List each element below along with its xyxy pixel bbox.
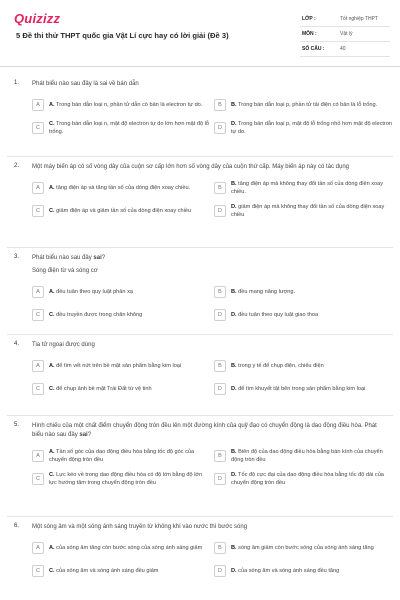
option-text: [49, 471, 210, 487]
option-key: D.: [231, 472, 237, 478]
answer-options: [32, 538, 392, 581]
meta-label: SỐ CÂU :: [302, 46, 325, 52]
answer-options: [32, 95, 392, 138]
option-label: Trong bán dẫn loại p, phần tử tải điện có bản là lỗ trống.: [238, 102, 378, 108]
option-letter: D: [214, 205, 226, 217]
option-label: Trong bán dẫn loại n, mật độ electron tự do lớn hơn mật độ lỗ trống.: [49, 121, 210, 135]
option-letter: C: [32, 205, 44, 217]
option-text: [231, 385, 365, 393]
option-text: [49, 207, 191, 215]
option-text: [49, 184, 190, 192]
answer-option-c[interactable]: [32, 379, 210, 399]
option-label: của sóng âm tăng còn bước sóng của sóng ánh sáng giảm: [56, 545, 203, 551]
option-label: để chụp ảnh bề mặt Trái Đất từ vệ tinh: [56, 386, 152, 392]
question-subtext: Sóng điện từ và sóng cơ: [32, 268, 98, 274]
meta-value: 40: [340, 46, 346, 52]
option-label: Biên độ của dao động điều hòa bằng bán kính của chuyển động tròn đều: [231, 449, 383, 463]
answer-option-a[interactable]: [32, 538, 210, 558]
option-text: [231, 567, 339, 575]
meta-row-class: [300, 12, 390, 27]
answer-option-a[interactable]: [32, 95, 210, 115]
quizizz-logo: Quizizz: [14, 11, 61, 26]
option-label: Tốc độ cực đại của dao động điều hòa bằng tốc độ dài của chuyển động tròn đều: [231, 472, 384, 486]
answer-option-b[interactable]: [214, 282, 392, 302]
answer-option-b[interactable]: [214, 95, 392, 115]
option-letter: D: [214, 383, 226, 395]
question-number: 5.: [14, 422, 20, 428]
option-text: [49, 448, 210, 464]
option-letter: B: [214, 182, 226, 194]
answer-option-a[interactable]: [32, 178, 210, 198]
option-letter: C: [32, 473, 44, 485]
option-label: của sóng âm và sóng ánh sáng đều giảm: [56, 568, 159, 574]
option-text: [49, 311, 142, 319]
meta-value: Tốt nghiệp THPT: [340, 16, 378, 22]
option-key: C.: [49, 208, 55, 214]
option-key: B.: [231, 449, 237, 455]
question-text: [32, 248, 387, 263]
option-label: đều tuân theo quy luật giao thoa: [238, 312, 319, 318]
option-key: D.: [231, 568, 237, 574]
option-letter: D: [214, 565, 226, 577]
option-text: [231, 101, 377, 109]
option-label: trong y tế để chụp điện, chiếu điện: [238, 363, 324, 369]
option-label: Trong bán dẫn loại n, phần tử dẫn có bản là electron tự do.: [56, 102, 203, 108]
option-text: [231, 544, 374, 552]
option-key: B.: [231, 181, 237, 187]
answer-option-a[interactable]: [32, 356, 210, 376]
question-2: [0, 157, 400, 247]
option-text: [49, 544, 202, 552]
option-text: [49, 385, 152, 393]
option-key: B.: [231, 289, 237, 295]
answer-options: [32, 178, 392, 221]
option-label: Trong bán dẫn loại p, mật độ lỗ trống nhỏ hơn mật độ electron tự do.: [231, 121, 393, 135]
question-text: Một máy biến áp có số vòng dây của cuộn sơ cấp lớn hơn số vòng dây của cuộn thứ cấp. Máy biến áp này có tác dụng: [32, 164, 350, 170]
question-6: [0, 517, 400, 591]
question-text-emphasis: sai: [79, 432, 88, 438]
option-text: [231, 120, 392, 136]
option-letter: B: [214, 450, 226, 462]
option-text: [49, 101, 202, 109]
answer-option-b[interactable]: [214, 356, 392, 376]
option-letter: A: [32, 542, 44, 554]
option-key: C.: [49, 472, 55, 478]
question-text-emphasis: sai: [93, 255, 102, 261]
option-letter: C: [32, 565, 44, 577]
option-letter: B: [214, 542, 226, 554]
answer-option-d[interactable]: [214, 561, 392, 581]
option-text: [49, 120, 210, 136]
option-label: để tìm khuyết tật bên trong sản phẩm bằng kim loại: [238, 386, 366, 392]
answer-option-a[interactable]: [32, 282, 210, 302]
answer-option-d[interactable]: [214, 379, 392, 399]
option-letter: C: [32, 122, 44, 134]
option-text: [49, 362, 181, 370]
option-key: A.: [49, 185, 55, 191]
question-text: Phát biểu nào sau đây là sai về bán dẫn: [32, 81, 139, 87]
question-number: 4.: [14, 341, 20, 347]
option-label: sóng âm giảm còn bước sóng của sóng ánh sáng tăng: [238, 545, 374, 551]
option-label: Lực kéo về trong dao động điều hòa có độ lớn bằng độ lớn lực hướng tâm trong chuyển động tròn đều: [49, 472, 203, 486]
option-key: A.: [49, 449, 55, 455]
answer-option-d[interactable]: [214, 469, 392, 489]
option-key: D.: [231, 312, 237, 318]
option-letter: C: [32, 383, 44, 395]
option-letter: B: [214, 286, 226, 298]
option-key: D.: [231, 204, 237, 210]
answer-options: [32, 356, 392, 399]
worksheet-meta: [300, 12, 390, 57]
option-key: C.: [49, 386, 55, 392]
question-text-pre: Hình chiếu của một chất điểm chuyển động tròn đều lên một đường kính của quỹ đạo có chuyển động là dao động điều hòa. Phát biểu nào sau đây: [32, 423, 377, 438]
option-key: D.: [231, 121, 237, 127]
option-letter: D: [214, 309, 226, 321]
meta-label: LỚP :: [302, 16, 316, 22]
option-text: [49, 567, 158, 575]
header-divider: [0, 66, 400, 67]
question-text-post: ?: [101, 255, 106, 261]
option-text: [231, 288, 295, 296]
option-label: đều mang năng lượng.: [238, 289, 296, 295]
option-letter: A: [32, 182, 44, 194]
option-letter: A: [32, 450, 44, 462]
option-text: [231, 471, 392, 487]
option-text: [231, 203, 392, 219]
question-text: Tia tử ngoại được dùng: [32, 342, 95, 348]
option-key: C.: [49, 312, 55, 318]
option-key: A.: [49, 289, 55, 295]
option-key: B.: [231, 102, 237, 108]
option-key: A.: [49, 545, 55, 551]
option-label: đều truyền được trong chân không: [56, 312, 143, 318]
question-number: 1.: [14, 80, 20, 86]
option-key: B.: [231, 363, 237, 369]
answer-option-d[interactable]: [214, 201, 392, 221]
question-text-pre: Phát biểu nào sau đây: [32, 255, 94, 261]
option-label: của sóng âm và sóng ánh sáng đều tăng: [238, 568, 340, 574]
option-label: giảm điện áp và giảm tần số của dòng điện xoay chiều: [56, 208, 192, 214]
question-number: 2.: [14, 163, 20, 169]
question-4: [0, 335, 400, 415]
question-5: [0, 416, 400, 516]
option-label: giảm điện áp mà không thay đổi tần số của dòng điện xoay chiều: [231, 204, 385, 218]
meta-row-count: [300, 42, 390, 57]
option-letter: A: [32, 99, 44, 111]
option-key: A.: [49, 363, 55, 369]
option-letter: A: [32, 360, 44, 372]
worksheet-title: 5 Đề thi thử THPT quốc gia Vật Lí cực hay có lời giải (Đề 3): [16, 31, 229, 40]
option-text: [231, 448, 392, 464]
option-key: A.: [49, 102, 55, 108]
answer-option-d[interactable]: [214, 118, 392, 138]
option-key: D.: [231, 386, 237, 392]
option-text: [231, 362, 324, 370]
option-text: [231, 180, 392, 196]
question-text: Một sóng âm và một sóng ánh sáng truyền từ không khí vào nước thì bước sóng: [32, 524, 248, 530]
answer-option-d[interactable]: [214, 305, 392, 325]
meta-value: Vật lý: [340, 31, 353, 37]
option-letter: D: [214, 473, 226, 485]
answer-option-c[interactable]: [32, 118, 210, 138]
option-letter: D: [214, 122, 226, 134]
answer-option-c[interactable]: [32, 305, 210, 325]
option-letter: A: [32, 286, 44, 298]
option-text: [49, 288, 133, 296]
option-key: C.: [49, 121, 55, 127]
option-key: C.: [49, 568, 55, 574]
option-label: để tìm vết nứt trên bề mặt sản phẩm bằng kim loại: [56, 363, 182, 369]
option-label: Tần số góc của dao động điều hòa bằng tốc độ góc của chuyển động tròn đều: [49, 449, 195, 463]
option-label: đều tuân theo quy luật phản xạ: [56, 289, 133, 295]
question-list: [0, 74, 400, 591]
answer-option-b[interactable]: [214, 446, 392, 466]
option-letter: C: [32, 309, 44, 321]
answer-option-a[interactable]: [32, 446, 210, 466]
answer-option-c[interactable]: [32, 469, 210, 489]
answer-options: [32, 446, 392, 489]
question-text-post: ?: [87, 432, 92, 438]
question-number: 3.: [14, 254, 20, 260]
option-letter: B: [214, 99, 226, 111]
answer-option-c[interactable]: [32, 561, 210, 581]
question-3: [0, 248, 400, 334]
answer-option-b[interactable]: [214, 538, 392, 558]
option-text: [231, 311, 318, 319]
option-label: tăng điện áp và tăng tần số của dòng điện xoay chiều.: [56, 185, 191, 191]
question-text: [32, 416, 387, 440]
answer-options: [32, 282, 392, 325]
meta-label: MÔN :: [302, 31, 317, 37]
question-1: [0, 74, 400, 156]
question-number: 6.: [14, 523, 20, 529]
option-label: tăng điện áp mà không thay đổi tần số của dòng điện xoay chiều.: [231, 181, 384, 195]
worksheet-header: [0, 0, 400, 66]
option-key: B.: [231, 545, 237, 551]
answer-option-b[interactable]: [214, 178, 392, 198]
option-letter: B: [214, 360, 226, 372]
meta-row-subject: [300, 27, 390, 42]
answer-option-c[interactable]: [32, 201, 210, 221]
